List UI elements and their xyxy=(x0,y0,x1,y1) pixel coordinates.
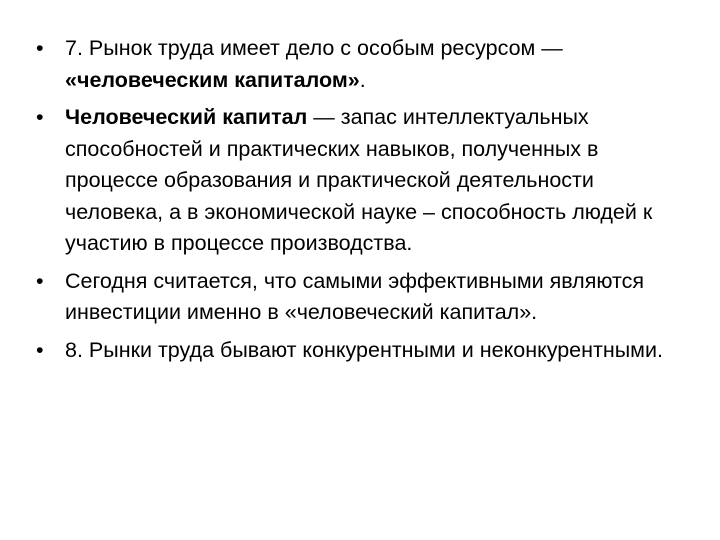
bullet-icon: • xyxy=(36,337,44,362)
bullet-item-human-capital-definition xyxy=(36,102,686,260)
bullet-icon: • xyxy=(36,36,44,60)
bullet-text: Сегодня считается, что самыми эффективными являются инвестиции именно в «человеческий капитал». xyxy=(65,268,645,324)
bullet-text: 7. Рынок труда имеет дело с особым ресурсом — xyxy=(65,36,563,60)
bullet-item-investments xyxy=(36,266,686,329)
bullet-bold-term: «человеческим капиталом» xyxy=(65,67,360,92)
bullet-bold-term: Человеческий капитал xyxy=(65,105,308,129)
bullet-text-end: . xyxy=(359,67,366,92)
bullet-text: 8. Рынки труда бывают конкурентными и неконкурентными. xyxy=(65,337,663,362)
bullet-list xyxy=(36,33,686,372)
bullet-icon: • xyxy=(36,105,44,129)
bullet-icon: • xyxy=(36,268,44,293)
bullet-item-market-types xyxy=(36,335,686,367)
bullet-item-labor-market xyxy=(36,33,686,96)
bullet-text: — запас интеллектуальных способностей и практических навыков, полученных в процессе образования и практической деятельности человека, а в экономической науке – способность людей к участию в процессе производства. xyxy=(65,105,653,255)
